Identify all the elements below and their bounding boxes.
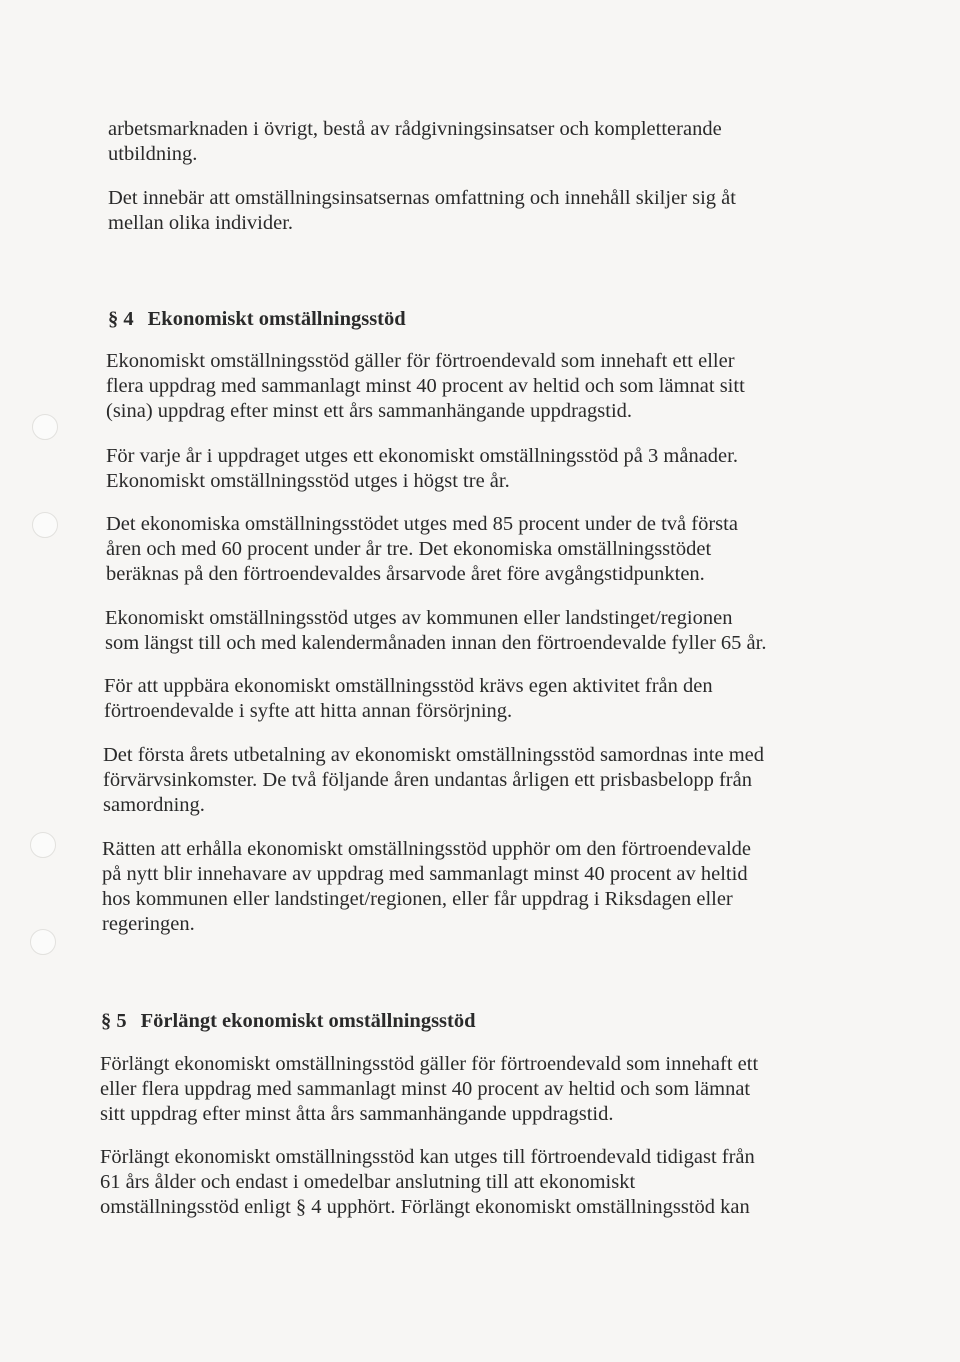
section-number: § 4 — [108, 308, 134, 330]
text-line: utbildning. — [108, 143, 198, 165]
text-line: Förlängt ekonomiskt omställningsstöd gäller för förtroendevald som innehaft ett — [100, 1053, 759, 1075]
text-line: förvärvsinkomster. De två följande åren undantas årligen ett prisbasbelopp från — [103, 769, 752, 791]
text-line: som längst till och med kalendermånaden innan den förtroendevalde fyller 65 år. — [105, 632, 767, 654]
text-line: Ekonomiskt omställningsstöd gäller för förtroendevald som innehaft ett eller — [106, 350, 735, 372]
text-line: För att uppbära ekonomiskt omställningsstöd krävs egen aktivitet från den — [104, 675, 713, 697]
section-number: § 5 — [101, 1010, 127, 1032]
section-5-paragraph-2 — [100, 1145, 755, 1220]
text-line: Ekonomiskt omställningsstöd utges av kommunen eller landstinget/regionen — [105, 607, 733, 629]
text-line: För varje år i uppdraget utges ett ekonomiskt omställningsstöd på 3 månader. — [106, 445, 738, 467]
text-line: beräknas på den förtroendevaldes årsarvode året före avgångstidpunkten. — [106, 563, 705, 585]
punch-hole — [30, 832, 56, 858]
text-line: eller flera uppdrag med sammanlagt minst 40 procent av heltid och som lämnat — [100, 1078, 751, 1100]
text-line: Rätten att erhålla ekonomiskt omställningsstöd upphör om den förtroendevalde — [102, 838, 752, 860]
section-4-heading — [108, 307, 406, 332]
punch-hole — [32, 512, 58, 538]
text-line: flera uppdrag med sammanlagt minst 40 procent av heltid och som lämnat sitt — [106, 375, 745, 397]
section-4-paragraph-5 — [104, 674, 713, 724]
text-line: 61 års ålder och endast i omedelbar anslutning till att ekonomiskt — [100, 1171, 636, 1193]
text-line: mellan olika individer. — [108, 212, 294, 234]
punch-hole — [32, 414, 58, 440]
section-4-paragraph-2 — [106, 444, 738, 494]
text-line: Det ekonomiska omställningsstödet utges med 85 procent under de två första — [106, 513, 738, 535]
section-4-paragraph-3 — [106, 512, 738, 587]
text-line: omställningsstöd enligt § 4 upphört. Förlängt ekonomiskt omställningsstöd kan — [100, 1196, 750, 1218]
intro-paragraph-1 — [108, 117, 722, 167]
section-5-paragraph-1 — [100, 1052, 758, 1127]
text-line: Ekonomiskt omställningsstöd utges i högst tre år. — [106, 470, 510, 492]
text-line: (sina) uppdrag efter minst ett års sammanhängande uppdragstid. — [106, 400, 633, 422]
text-line: regeringen. — [102, 913, 195, 935]
text-line: arbetsmarknaden i övrigt, bestå av rådgivningsinsatser och kompletterande — [108, 118, 722, 140]
section-4-paragraph-7 — [102, 837, 751, 937]
section-4-paragraph-6 — [103, 743, 764, 818]
section-4-paragraph-4 — [105, 606, 766, 656]
section-title: Förlängt ekonomiskt omställningsstöd — [140, 1010, 476, 1032]
text-line: Förlängt ekonomiskt omställningsstöd kan utges till förtroendevald tidigast från — [100, 1146, 755, 1168]
punch-hole — [30, 929, 56, 955]
section-4-paragraph-1 — [106, 349, 745, 424]
text-line: Det första årets utbetalning av ekonomiskt omställningsstöd samordnas inte med — [103, 744, 765, 766]
section-title: Ekonomiskt omställningsstöd — [147, 308, 406, 330]
text-line: hos kommunen eller landstinget/regionen, eller får uppdrag i Riksdagen eller — [102, 888, 733, 910]
text-line: förtroendevalde i syfte att hitta annan försörjning. — [104, 700, 513, 722]
text-line: samordning. — [103, 794, 205, 816]
text-line: Det innebär att omställningsinsatsernas omfattning och innehåll skiljer sig åt — [108, 187, 736, 209]
intro-paragraph-2 — [108, 186, 736, 236]
section-5-heading — [101, 1009, 476, 1034]
text-line: på nytt blir innehavare av uppdrag med sammanlagt minst 40 procent av heltid — [102, 863, 748, 885]
text-line: åren och med 60 procent under år tre. Det ekonomiska omställningsstödet — [106, 538, 712, 560]
text-line: sitt uppdrag efter minst åtta års sammanhängande uppdragstid. — [100, 1103, 614, 1125]
